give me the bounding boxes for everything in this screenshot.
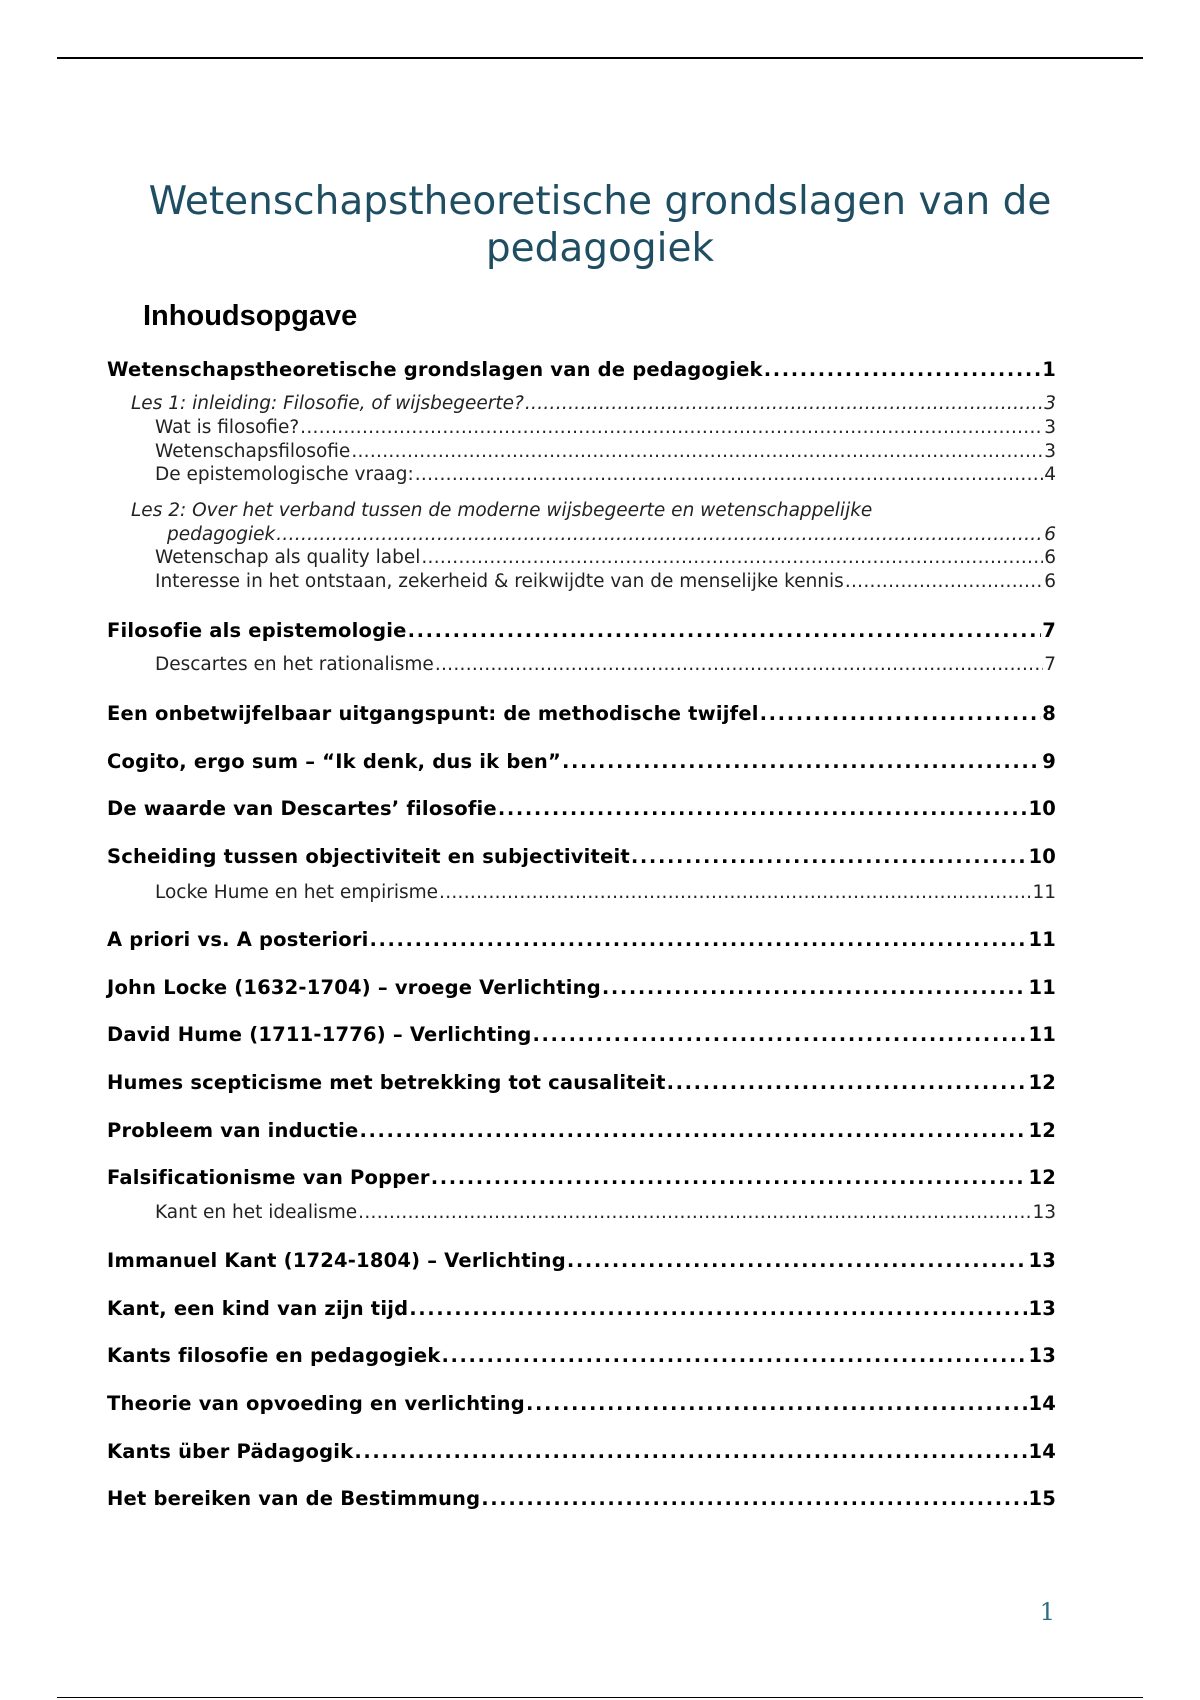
toc-entry[interactable] [155,571,1056,592]
toc-entry-label: Kants filosofie en pedagogiek [107,1344,441,1367]
toc-entry[interactable] [107,1344,1056,1367]
toc-entry-page: 3 [1044,393,1056,414]
toc-heading: Inhoudsopgave [143,300,358,332]
toc-entry-page: 3 [1044,417,1056,438]
toc-entry-label: A priori vs. A posteriori [107,928,369,951]
toc-dot-leader [442,1344,1028,1367]
toc-entry-page: 7 [1042,619,1056,642]
toc-entry-label: Scheiding tussen objectiviteit en subjectiviteit [107,845,630,868]
toc-entry[interactable] [107,1119,1056,1142]
toc-entry-label: Cogito, ergo sum – “Ik denk, dus ik ben” [107,750,562,773]
toc-entry-page: 13 [1028,1344,1056,1367]
toc-dot-leader [435,654,1043,675]
toc-entry-page: 11 [1028,1023,1056,1046]
toc-dot-leader [481,1487,1027,1510]
toc-entry-label: Descartes en het rationalisme [155,654,434,675]
toc-entry-page: 11 [1032,882,1056,903]
toc-dot-leader [533,1023,1028,1046]
toc-entry-page: 9 [1042,750,1056,773]
toc-entry[interactable] [155,1202,1056,1223]
toc-entry-page: 7 [1044,654,1056,675]
toc-entry-page: 13 [1032,1202,1056,1223]
toc-entry-page: 10 [1028,797,1056,820]
toc-entry-page: 10 [1028,845,1056,868]
toc-entry-label: Kant, een kind van zijn tijd [107,1297,409,1320]
toc-entry-page: 3 [1044,441,1056,462]
page-number: 1 [1039,1598,1055,1626]
toc-entry-page: 4 [1044,464,1056,485]
toc-entry-label: pedagogiek [167,524,276,545]
toc-dot-leader [431,1166,1028,1189]
toc-entry[interactable] [107,358,1056,381]
toc-entry-page: 6 [1044,571,1056,592]
toc-entry[interactable] [107,1166,1056,1189]
toc-entry[interactable] [107,1297,1056,1320]
toc-entry[interactable] [107,750,1056,773]
toc-entry[interactable] [155,547,1056,568]
toc-entry[interactable] [107,1249,1056,1272]
toc-entry-page: 8 [1042,702,1056,725]
toc-entry-label: Les 1: inleiding: Filosofie, of wijsbegeerte? [131,393,524,414]
toc-entry-page: 12 [1028,1119,1056,1142]
toc-entry-page: 14 [1028,1392,1056,1415]
toc-entry-label: Falsificationisme van Popper [107,1166,430,1189]
document-title: Wetenschapstheoretische grondslagen van de pedagogiek [148,179,1052,271]
toc-entry-label: John Locke (1632-1704) – vroege Verlichting [107,976,601,999]
toc-entry[interactable] [107,928,1056,951]
toc-dot-leader [764,358,1042,381]
toc-entry[interactable] [107,619,1056,642]
toc-dot-leader [415,464,1043,485]
toc-entry-label: Een onbetwijfelbaar uitgangspunt: de methodische twijfel [107,702,759,725]
toc-entry-page: 15 [1028,1487,1056,1510]
toc-entry-label: Kant en het idealisme [155,1202,358,1223]
toc-entry-page: 1 [1042,358,1056,381]
toc-dot-leader [567,1249,1028,1272]
toc-dot-leader [359,1119,1027,1142]
toc-dot-leader [760,702,1042,725]
toc-dot-leader [409,1297,1027,1320]
toc-entry[interactable] [167,524,1056,545]
toc-entry[interactable] [131,393,1056,414]
toc-dot-leader [354,1440,1027,1463]
toc-entry-label: Interesse in het ontstaan, zekerheid & reikwijdte van de menselijke kennis [155,571,844,592]
toc-entry[interactable] [155,882,1056,903]
toc-dot-leader [526,1392,1028,1415]
toc-entry-page: 11 [1028,976,1056,999]
toc-entry-page: 13 [1028,1297,1056,1320]
toc-entry[interactable] [107,1023,1056,1046]
toc-entry[interactable] [107,797,1056,820]
toc-dot-leader [370,928,1028,951]
toc-entry-page: 6 [1044,547,1056,568]
toc-dot-leader [525,393,1043,414]
toc-dot-leader [602,976,1028,999]
toc-entry-page: 12 [1028,1166,1056,1189]
footer-rule [57,1697,1143,1698]
toc-entry-label: Immanuel Kant (1724-1804) – Verlichting [107,1249,566,1272]
toc-entry[interactable] [107,702,1056,725]
toc-entry-label: De waarde van Descartes’ filosofie [107,797,497,820]
toc-entry-label: Wetenschapsfilosofie [155,441,351,462]
toc-entry-page: 13 [1028,1249,1056,1272]
toc-dot-leader [562,750,1041,773]
toc-dot-leader [421,547,1043,568]
toc-entry-page: 11 [1028,928,1056,951]
toc-entry[interactable] [155,417,1056,438]
toc-entry-page: 6 [1044,524,1056,545]
toc-dot-leader [845,571,1043,592]
toc-entry[interactable] [155,464,1056,485]
toc-entry-label: Wat is filosofie? [155,417,300,438]
toc-entry-label: Locke Hume en het empirisme [155,882,439,903]
toc-dot-leader [631,845,1028,868]
toc-entry-label: Wetenschap als quality label [155,547,421,568]
toc-entry-label: Theorie van opvoeding en verlichting [107,1392,525,1415]
toc-entry-label: David Hume (1711-1776) – Verlichting [107,1023,532,1046]
toc-entry-label: Het bereiken van de Bestimmung [107,1487,481,1510]
toc-entry[interactable] [155,654,1056,675]
toc-entry[interactable] [107,1071,1056,1094]
toc-dot-leader [408,619,1042,642]
toc-entry-label: Wetenschapstheoretische grondslagen van de pedagogiek [107,358,763,381]
toc-dot-leader [498,797,1028,820]
toc-dot-leader [351,441,1043,462]
toc-dot-leader [276,524,1043,545]
toc-entry-label-line1[interactable]: Les 2: Over het verband tussen de moderne wijsbegeerte en wetenschappelijke [131,500,873,521]
toc-entry-label: Kants über Pädagogik [107,1440,354,1463]
toc-entry[interactable] [107,1440,1056,1463]
toc-dot-leader [667,1071,1028,1094]
toc-entry-label: De epistemologische vraag: [155,464,414,485]
toc-entry-label: Probleem van inductie [107,1119,359,1142]
toc-dot-leader [300,417,1043,438]
toc-entry[interactable] [107,1392,1056,1415]
toc-entry-page: 12 [1028,1071,1056,1094]
toc-entry-label: Humes scepticisme met betrekking tot causaliteit [107,1071,666,1094]
toc-entry[interactable] [107,845,1056,868]
toc-entry-page: 14 [1028,1440,1056,1463]
toc-dot-leader [439,882,1031,903]
toc-entry[interactable] [107,976,1056,999]
toc-entry[interactable] [155,441,1056,462]
toc-dot-leader [358,1202,1031,1223]
toc-entry[interactable] [107,1487,1056,1510]
toc-entry-label: Filosofie als epistemologie [107,619,407,642]
